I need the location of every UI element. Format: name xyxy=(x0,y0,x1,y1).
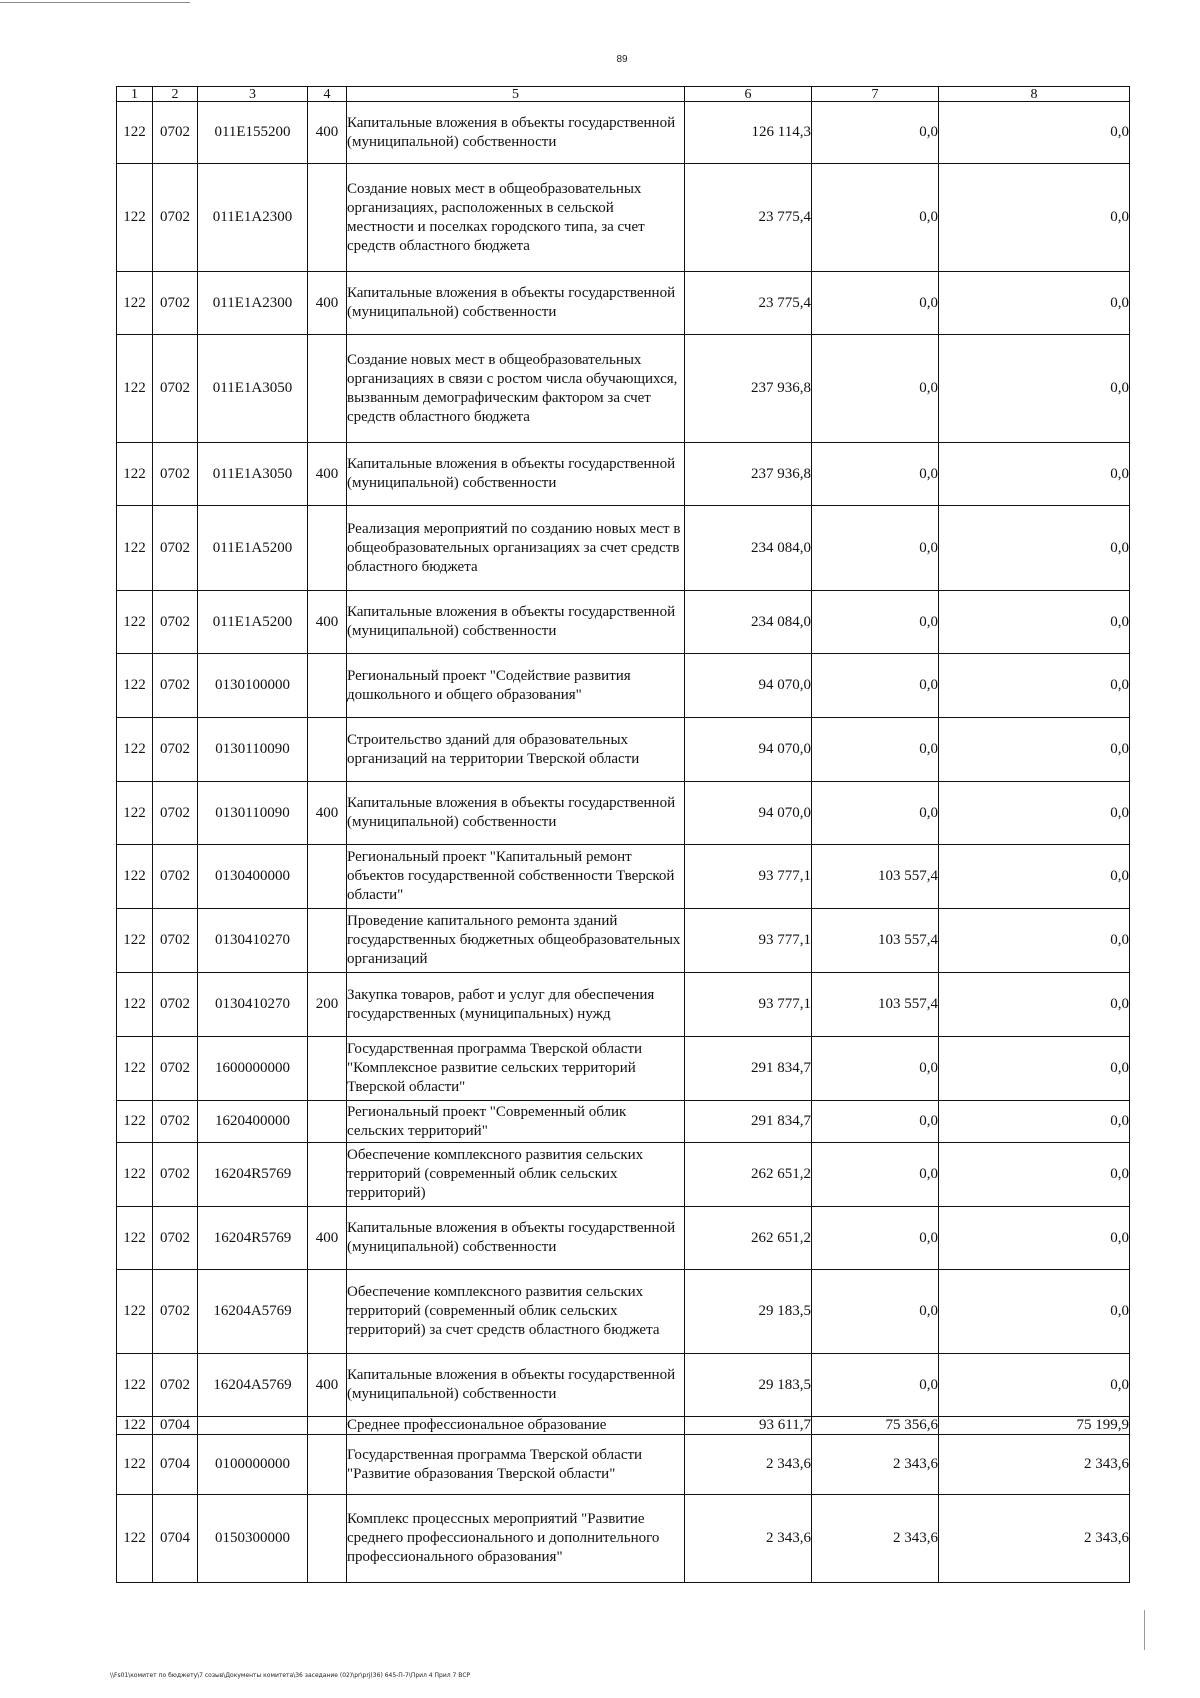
cell-amount-year1: 262 651,2 xyxy=(685,1207,812,1270)
cell-target-article: 16204A5769 xyxy=(198,1354,308,1417)
cell-description: Обеспечение комплексного развития сельских территорий (современный облик сельских территорий) за счет средств областного бюджета xyxy=(347,1270,685,1354)
cell-section-code: 0702 xyxy=(153,335,198,443)
cell-section-code: 0702 xyxy=(153,1143,198,1207)
cell-description: Комплекс процессных мероприятий "Развитие среднего профессионального и дополнительного профессионального образования" xyxy=(347,1495,685,1583)
cell-target-article: 011E1A2300 xyxy=(198,272,308,335)
cell-amount-year2: 0,0 xyxy=(812,1207,939,1270)
cell-amount-year1: 2 343,6 xyxy=(685,1435,812,1495)
top-edge-line xyxy=(0,2,190,3)
cell-amount-year3: 0,0 xyxy=(939,1037,1130,1101)
cell-description: Капитальные вложения в объекты государственной (муниципальной) собственности xyxy=(347,1207,685,1270)
cell-description: Региональный проект "Современный облик сельских территорий" xyxy=(347,1101,685,1143)
cell-amount-year2: 2 343,6 xyxy=(812,1495,939,1583)
cell-amount-year2: 0,0 xyxy=(812,654,939,718)
table-row xyxy=(117,1143,1130,1207)
cell-description: Региональный проект "Содействие развития дошкольного и общего образования" xyxy=(347,654,685,718)
cell-description: Строительство зданий для образовательных организаций на территории Тверской области xyxy=(347,718,685,782)
cell-admin-code: 122 xyxy=(117,102,153,164)
cell-expense-type: 400 xyxy=(308,1207,347,1270)
table-row xyxy=(117,909,1130,973)
cell-section-code: 0702 xyxy=(153,506,198,591)
cell-amount-year2: 103 557,4 xyxy=(812,845,939,909)
cell-section-code: 0702 xyxy=(153,164,198,272)
cell-amount-year2: 103 557,4 xyxy=(812,909,939,973)
cell-amount-year1: 23 775,4 xyxy=(685,164,812,272)
cell-expense-type xyxy=(308,164,347,272)
cell-section-code: 0702 xyxy=(153,782,198,845)
column-header: 5 xyxy=(347,87,685,102)
cell-expense-type: 400 xyxy=(308,782,347,845)
cell-description: Региональный проект "Капитальный ремонт объектов государственной собственности Тверской области" xyxy=(347,845,685,909)
cell-amount-year1: 93 777,1 xyxy=(685,909,812,973)
cell-section-code: 0702 xyxy=(153,1354,198,1417)
cell-section-code: 0704 xyxy=(153,1435,198,1495)
cell-amount-year3: 0,0 xyxy=(939,782,1130,845)
cell-admin-code: 122 xyxy=(117,782,153,845)
column-header: 3 xyxy=(198,87,308,102)
cell-amount-year2: 0,0 xyxy=(812,1037,939,1101)
cell-amount-year3: 0,0 xyxy=(939,443,1130,506)
cell-admin-code: 122 xyxy=(117,654,153,718)
cell-amount-year3: 0,0 xyxy=(939,654,1130,718)
table-row xyxy=(117,506,1130,591)
cell-target-article: 1600000000 xyxy=(198,1037,308,1101)
cell-amount-year1: 29 183,5 xyxy=(685,1354,812,1417)
cell-amount-year1: 126 114,3 xyxy=(685,102,812,164)
cell-expense-type xyxy=(308,654,347,718)
cell-amount-year3: 0,0 xyxy=(939,1207,1130,1270)
cell-target-article: 011E1A3050 xyxy=(198,335,308,443)
cell-amount-year3: 2 343,6 xyxy=(939,1495,1130,1583)
cell-section-code: 0702 xyxy=(153,654,198,718)
cell-expense-type xyxy=(308,1037,347,1101)
table-row xyxy=(117,1417,1130,1435)
cell-description: Создание новых мест в общеобразовательных организациях в связи с ростом числа обучающихся, вызванным демографическим фактором за счет средств областного бюджета xyxy=(347,335,685,443)
table-row xyxy=(117,1101,1130,1143)
cell-amount-year3: 0,0 xyxy=(939,1101,1130,1143)
cell-amount-year2: 0,0 xyxy=(812,1101,939,1143)
cell-expense-type xyxy=(308,1101,347,1143)
cell-amount-year3: 0,0 xyxy=(939,102,1130,164)
cell-amount-year2: 103 557,4 xyxy=(812,973,939,1037)
cell-section-code: 0702 xyxy=(153,1101,198,1143)
cell-amount-year3: 0,0 xyxy=(939,272,1130,335)
cell-section-code: 0702 xyxy=(153,973,198,1037)
cell-admin-code: 122 xyxy=(117,1143,153,1207)
cell-section-code: 0702 xyxy=(153,1037,198,1101)
cell-amount-year1: 93 611,7 xyxy=(685,1417,812,1435)
table-row xyxy=(117,1435,1130,1495)
table-row xyxy=(117,973,1130,1037)
cell-amount-year2: 0,0 xyxy=(812,1270,939,1354)
cell-amount-year2: 0,0 xyxy=(812,164,939,272)
cell-target-article: 011E1A2300 xyxy=(198,164,308,272)
cell-description: Капитальные вложения в объекты государственной (муниципальной) собственности xyxy=(347,272,685,335)
table-row xyxy=(117,1354,1130,1417)
cell-section-code: 0702 xyxy=(153,272,198,335)
cell-expense-type: 400 xyxy=(308,591,347,654)
cell-target-article: 011E1A5200 xyxy=(198,591,308,654)
cell-target-article: 0130400000 xyxy=(198,845,308,909)
cell-description: Среднее профессиональное образование xyxy=(347,1417,685,1435)
cell-target-article: 0130410270 xyxy=(198,909,308,973)
cell-target-article: 011E1A5200 xyxy=(198,506,308,591)
cell-description: Капитальные вложения в объекты государственной (муниципальной) собственности xyxy=(347,1354,685,1417)
column-header: 2 xyxy=(153,87,198,102)
cell-amount-year2: 0,0 xyxy=(812,782,939,845)
cell-amount-year2: 0,0 xyxy=(812,443,939,506)
cell-description: Государственная программа Тверской области "Развитие образования Тверской области" xyxy=(347,1435,685,1495)
cell-section-code: 0702 xyxy=(153,909,198,973)
cell-admin-code: 122 xyxy=(117,164,153,272)
cell-section-code: 0702 xyxy=(153,845,198,909)
table-row xyxy=(117,1495,1130,1583)
cell-amount-year3: 0,0 xyxy=(939,591,1130,654)
cell-description: Обеспечение комплексного развития сельских территорий (современный облик сельских территорий) xyxy=(347,1143,685,1207)
cell-expense-type xyxy=(308,718,347,782)
cell-amount-year3: 0,0 xyxy=(939,1143,1130,1207)
cell-amount-year1: 237 936,8 xyxy=(685,443,812,506)
cell-target-article: 16204A5769 xyxy=(198,1270,308,1354)
cell-amount-year1: 234 084,0 xyxy=(685,591,812,654)
table-row xyxy=(117,654,1130,718)
cell-admin-code: 122 xyxy=(117,1207,153,1270)
cell-section-code: 0702 xyxy=(153,591,198,654)
cell-expense-type xyxy=(308,1270,347,1354)
table-row xyxy=(117,845,1130,909)
cell-expense-type: 400 xyxy=(308,272,347,335)
cell-amount-year1: 93 777,1 xyxy=(685,845,812,909)
cell-expense-type: 400 xyxy=(308,1354,347,1417)
cell-amount-year3: 0,0 xyxy=(939,718,1130,782)
cell-amount-year1: 237 936,8 xyxy=(685,335,812,443)
cell-expense-type xyxy=(308,1495,347,1583)
cell-amount-year1: 2 343,6 xyxy=(685,1495,812,1583)
cell-target-article: 011E155200 xyxy=(198,102,308,164)
cell-section-code: 0702 xyxy=(153,102,198,164)
cell-amount-year1: 262 651,2 xyxy=(685,1143,812,1207)
cell-section-code: 0702 xyxy=(153,443,198,506)
cell-admin-code: 122 xyxy=(117,335,153,443)
table-row xyxy=(117,718,1130,782)
cell-amount-year3: 0,0 xyxy=(939,845,1130,909)
cell-target-article: 0130100000 xyxy=(198,654,308,718)
cell-description: Реализация мероприятий по созданию новых мест в общеобразовательных организациях за счет средств областного бюджета xyxy=(347,506,685,591)
table-row xyxy=(117,443,1130,506)
table-row xyxy=(117,1037,1130,1101)
cell-admin-code: 122 xyxy=(117,1435,153,1495)
cell-admin-code: 122 xyxy=(117,1270,153,1354)
page-number: 89 xyxy=(616,54,628,65)
cell-section-code: 0702 xyxy=(153,718,198,782)
table-row xyxy=(117,591,1130,654)
cell-amount-year1: 23 775,4 xyxy=(685,272,812,335)
column-header: 4 xyxy=(308,87,347,102)
cell-expense-type xyxy=(308,845,347,909)
table-row xyxy=(117,782,1130,845)
footer-file-path: \\Fs01\комитет по бюджету\7 созыв\Документы комитета\36 заседание (02)\pr\prj(36) 645-П-7\Прил 4 Прил 7 ВСР xyxy=(110,1672,471,1679)
cell-amount-year2: 2 343,6 xyxy=(812,1435,939,1495)
column-header: 6 xyxy=(685,87,812,102)
cell-amount-year2: 0,0 xyxy=(812,1354,939,1417)
cell-amount-year3: 2 343,6 xyxy=(939,1435,1130,1495)
cell-amount-year2: 0,0 xyxy=(812,506,939,591)
cell-target-article: 011E1A3050 xyxy=(198,443,308,506)
cell-target-article: 0100000000 xyxy=(198,1435,308,1495)
cell-section-code: 0702 xyxy=(153,1207,198,1270)
cell-description: Капитальные вложения в объекты государственной (муниципальной) собственности xyxy=(347,443,685,506)
cell-expense-type xyxy=(308,1435,347,1495)
cell-amount-year2: 0,0 xyxy=(812,102,939,164)
scan-edge-mark xyxy=(1144,1610,1145,1650)
cell-expense-type xyxy=(308,335,347,443)
cell-description: Государственная программа Тверской области "Комплексное развитие сельских территорий Тверской области" xyxy=(347,1037,685,1101)
cell-admin-code: 122 xyxy=(117,443,153,506)
column-header: 1 xyxy=(117,87,153,102)
column-header: 8 xyxy=(939,87,1130,102)
cell-amount-year3: 75 199,9 xyxy=(939,1417,1130,1435)
cell-expense-type: 400 xyxy=(308,443,347,506)
cell-expense-type xyxy=(308,909,347,973)
cell-amount-year3: 0,0 xyxy=(939,1354,1130,1417)
cell-admin-code: 122 xyxy=(117,1417,153,1435)
cell-expense-type: 400 xyxy=(308,102,347,164)
cell-target-article: 1620400000 xyxy=(198,1101,308,1143)
cell-amount-year1: 94 070,0 xyxy=(685,782,812,845)
cell-admin-code: 122 xyxy=(117,718,153,782)
cell-amount-year2: 0,0 xyxy=(812,591,939,654)
cell-section-code: 0704 xyxy=(153,1417,198,1435)
table-row xyxy=(117,272,1130,335)
cell-amount-year2: 0,0 xyxy=(812,1143,939,1207)
table-row xyxy=(117,102,1130,164)
cell-target-article: 0150300000 xyxy=(198,1495,308,1583)
cell-amount-year1: 94 070,0 xyxy=(685,654,812,718)
cell-description: Капитальные вложения в объекты государственной (муниципальной) собственности xyxy=(347,102,685,164)
table-row xyxy=(117,1270,1130,1354)
cell-amount-year2: 75 356,6 xyxy=(812,1417,939,1435)
cell-target-article: 0130410270 xyxy=(198,973,308,1037)
cell-amount-year3: 0,0 xyxy=(939,909,1130,973)
cell-target-article: 16204R5769 xyxy=(198,1143,308,1207)
budget-table xyxy=(116,86,1130,1583)
cell-amount-year3: 0,0 xyxy=(939,506,1130,591)
cell-admin-code: 122 xyxy=(117,973,153,1037)
cell-amount-year1: 291 834,7 xyxy=(685,1101,812,1143)
cell-expense-type xyxy=(308,506,347,591)
cell-target-article xyxy=(198,1417,308,1435)
cell-amount-year1: 291 834,7 xyxy=(685,1037,812,1101)
cell-amount-year3: 0,0 xyxy=(939,1270,1130,1354)
table-header-row xyxy=(117,87,1130,102)
cell-admin-code: 122 xyxy=(117,1354,153,1417)
cell-amount-year3: 0,0 xyxy=(939,335,1130,443)
cell-admin-code: 122 xyxy=(117,1037,153,1101)
cell-description: Капитальные вложения в объекты государственной (муниципальной) собственности xyxy=(347,591,685,654)
column-header: 7 xyxy=(812,87,939,102)
table-row xyxy=(117,335,1130,443)
cell-amount-year3: 0,0 xyxy=(939,164,1130,272)
cell-admin-code: 122 xyxy=(117,272,153,335)
cell-admin-code: 122 xyxy=(117,506,153,591)
cell-expense-type: 200 xyxy=(308,973,347,1037)
cell-admin-code: 122 xyxy=(117,1101,153,1143)
cell-amount-year1: 94 070,0 xyxy=(685,718,812,782)
cell-description: Создание новых мест в общеобразовательных организациях, расположенных в сельской местности и поселках городского типа, за счет средств областного бюджета xyxy=(347,164,685,272)
cell-expense-type xyxy=(308,1143,347,1207)
cell-amount-year1: 29 183,5 xyxy=(685,1270,812,1354)
cell-amount-year2: 0,0 xyxy=(812,718,939,782)
cell-target-article: 16204R5769 xyxy=(198,1207,308,1270)
cell-section-code: 0704 xyxy=(153,1495,198,1583)
cell-expense-type xyxy=(308,1417,347,1435)
cell-amount-year3: 0,0 xyxy=(939,973,1130,1037)
cell-amount-year2: 0,0 xyxy=(812,335,939,443)
cell-amount-year1: 234 084,0 xyxy=(685,506,812,591)
cell-amount-year2: 0,0 xyxy=(812,272,939,335)
cell-admin-code: 122 xyxy=(117,845,153,909)
cell-description: Капитальные вложения в объекты государственной (муниципальной) собственности xyxy=(347,782,685,845)
cell-admin-code: 122 xyxy=(117,591,153,654)
cell-target-article: 0130110090 xyxy=(198,782,308,845)
cell-section-code: 0702 xyxy=(153,1270,198,1354)
cell-target-article: 0130110090 xyxy=(198,718,308,782)
cell-description: Закупка товаров, работ и услуг для обеспечения государственных (муниципальных) нужд xyxy=(347,973,685,1037)
table-row xyxy=(117,164,1130,272)
table-row xyxy=(117,1207,1130,1270)
cell-admin-code: 122 xyxy=(117,909,153,973)
cell-description: Проведение капитального ремонта зданий государственных бюджетных общеобразовательных организаций xyxy=(347,909,685,973)
cell-admin-code: 122 xyxy=(117,1495,153,1583)
cell-amount-year1: 93 777,1 xyxy=(685,973,812,1037)
